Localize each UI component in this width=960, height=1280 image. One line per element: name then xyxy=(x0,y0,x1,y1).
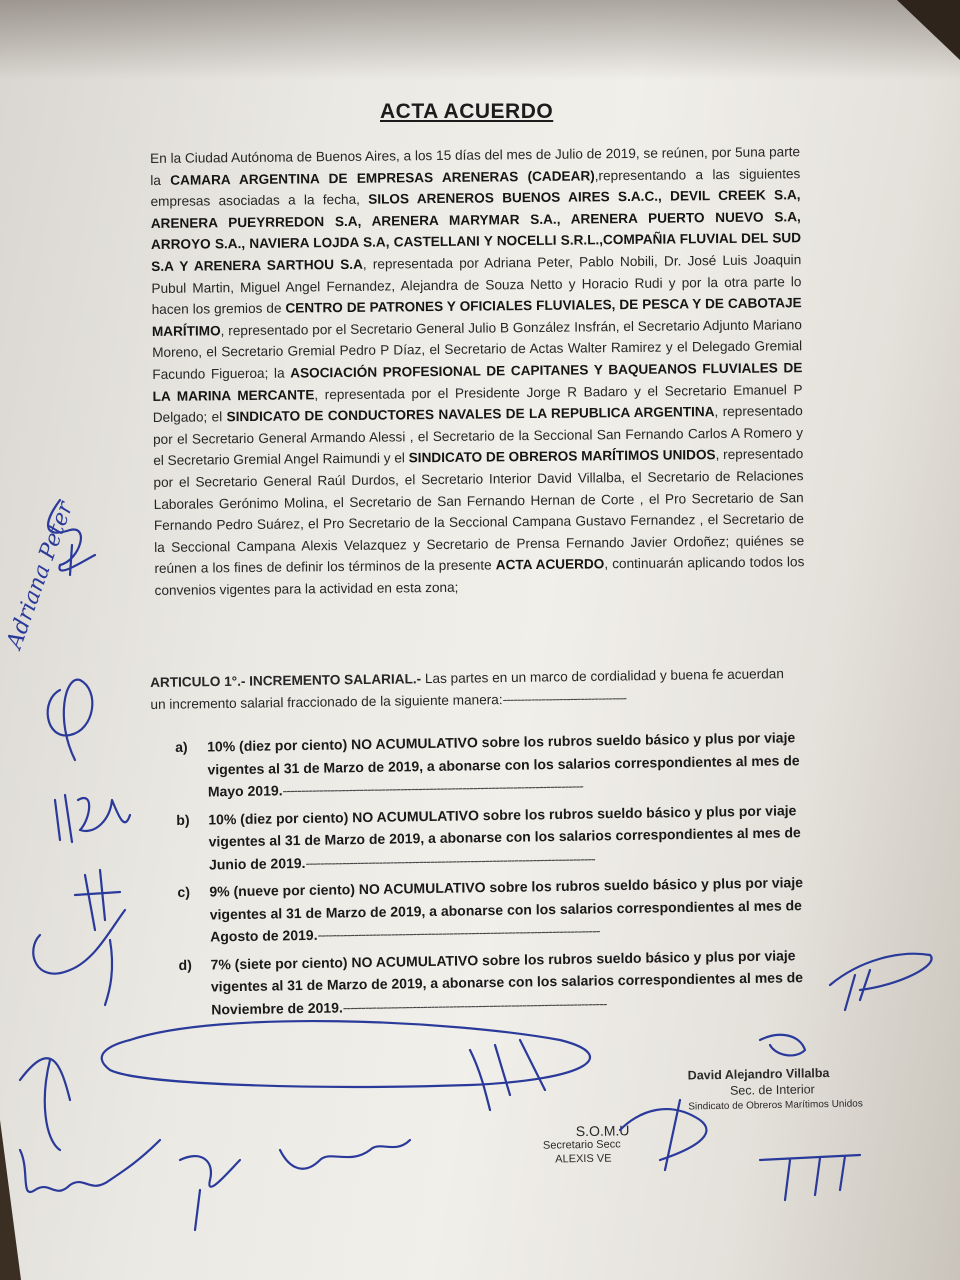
signature xyxy=(20,1058,70,1150)
item-text: 7% (siete por ciento) NO ACUMULATIVO sobre los rubros sueldo básico y plus por viaje vigentes al 31 de Marzo de 2019, a abonarse con los salarios correspondientes al mes de Noviembre de 2019. xyxy=(210,946,804,1017)
article-text: Las partes en un marco de cordialidad y buena fe acuerdan un incremento salarial fraccionado de la siguiente manera: xyxy=(150,666,784,712)
villalba-stamp xyxy=(688,1064,863,1115)
signature xyxy=(20,1140,160,1192)
union-name: SINDICATO DE CONDUCTORES NAVALES DE LA REPUBLICA ARGENTINA xyxy=(226,404,715,425)
intro-paragraph xyxy=(150,141,805,601)
signature xyxy=(470,1040,545,1110)
signature xyxy=(70,545,72,575)
intro-text: , continuarán aplicando todos los convenios vigentes para la actividad en esta zona; xyxy=(154,554,805,598)
dash-fill: ----------------------------------------------------------------------------- xyxy=(317,922,600,943)
signature xyxy=(48,680,93,760)
party-name: CAMARA ARGENTINA DE EMPRESAS ARENERAS (CADEAR) xyxy=(170,167,595,188)
intro-text: , representada por Adriana Peter, Pablo Nobili, Dr. José Luis Joaquin Pubul Martin, Miguel Angel Fernandez, Alejandra de Souza Netto y Horacio Rudi y por la otra parte lo hacen los gremios de xyxy=(151,252,802,318)
signature-text: Adriana Peter xyxy=(2,498,79,653)
signature xyxy=(180,1156,240,1230)
intro-text: , representado por el Secretario General Raúl Durdos, el Secretario Interior David Villalba, el Secretario de Relaciones Laborales Gerónimo Molina, el Secretario de San Fernando Hernan de Corte , el Pro Secretario de San Fernando Pedro Suárez, el Pro Secretario de la Seccional Campana Gustavo Fernandez , el Secretario de la Seccional Campana Alexis Velazquez y Secretario de Prensa Fernando Javier Ordoñez; quiénes se reúnen a los fines de definir los términos de la presente xyxy=(153,446,805,577)
union-name: CENTRO DE PATRONES Y OFICIALES FLUVIALES, DE PESCA Y DE CABOTAJE MARÍTIMO xyxy=(151,295,802,339)
background-corner xyxy=(0,1120,60,1280)
signature xyxy=(280,1140,410,1169)
dash-fill: ------------------------------------------------------------------------ xyxy=(342,994,607,1015)
list-item xyxy=(177,871,818,949)
item-letter: b) xyxy=(176,811,190,828)
union-name: ASOCIACIÓN PROFESIONAL DE CAPITANES Y BAQUEANOS FLUVIALES DE LA MARINA MERCANTE xyxy=(152,360,803,404)
signature xyxy=(830,954,932,1010)
stamp-org: Sindicato de Obreros Marítimos Unidos xyxy=(688,1098,863,1113)
signature xyxy=(760,1035,805,1056)
union-name: SINDICATO DE OBREROS MARÍTIMOS UNIDOS xyxy=(408,447,716,466)
signature xyxy=(33,910,125,1005)
somu-stamp xyxy=(543,1123,630,1167)
signature xyxy=(48,500,95,570)
signature xyxy=(102,1021,590,1087)
increment-list xyxy=(175,726,819,1026)
item-letter: d) xyxy=(178,956,192,973)
list-item xyxy=(176,798,817,876)
dash-fill: ----------------------------------- xyxy=(502,689,627,707)
stamp-name: ALEXIS VE xyxy=(555,1152,612,1166)
signature xyxy=(75,870,120,930)
acta-reference: ACTA ACUERDO xyxy=(495,556,605,573)
item-text: 10% (diez por ciento) NO ACUMULATIVO sobre los rubros sueldo básico y plus por viaje vigentes al 31 de Marzo de 2019, a abonarse con los salarios correspondientes al mes de Mayo 2019. xyxy=(207,729,800,800)
article-heading: ARTICULO 1°.- INCREMENTO SALARIAL.- xyxy=(150,671,422,690)
intro-text: , representado por el Secretario General Julio B González Insfrán, el Secretario Adjunto Mariano Moreno, el Secretario Gremial Pedro P Díaz, el Secretario de Actas Walter Ramirez y el Delegado Gremial Facundo Figueroa; la xyxy=(152,316,803,382)
item-text: 9% (nueve por ciento) NO ACUMULATIVO sobre los rubros sueldo básico y plus por viaje vigentes al 31 de Marzo de 2019, a abonarse con los salarios correspondientes al mes de Agosto de 2019. xyxy=(209,874,804,945)
item-text: 10% (diez por ciento) NO ACUMULATIVO sobre los rubros sueldo básico y plus por viaje vigentes al 31 de Marzo de 2019, a abonarse con los salarios correspondientes al mes de Junio de 2019. xyxy=(208,801,801,872)
article-paragraph xyxy=(150,663,801,715)
dash-fill: ------------------------------------------------------------------------------- xyxy=(305,849,595,871)
stamp-name: David Alejandro Villalba xyxy=(687,1066,830,1083)
intro-text: , representada por el Presidente Jorge R Badaro y el Secretario Emanuel P Delgado; el xyxy=(152,381,803,426)
stamp-role: Secretario Secc xyxy=(542,1138,621,1152)
signature xyxy=(55,795,130,842)
intro-text: , representado por el Secretario General Armando Alessi , el Secretario de la Seccional San Fernando Carlos A Romero y el Secretario Gremial Angel Raimundi y el xyxy=(152,403,804,469)
list-item xyxy=(175,726,816,804)
item-letter: a) xyxy=(175,738,188,755)
dash-fill: ---------------------------------------------------------------------------------- xyxy=(282,777,583,799)
page-shadow xyxy=(0,0,960,80)
document-title: ACTA ACUERDO xyxy=(380,100,554,123)
signature xyxy=(760,1155,860,1200)
item-letter: c) xyxy=(177,883,191,900)
company-list: SILOS ARENEROS BUENOS AIRES S.A.C., DEVIL CREEK S.A, ARENERA PUEYRREDON S.A, ARENERA MARYMAR S.A., ARENERA PUERTO NUEVO S.A, ARROYO S.A., NAVIERA LOJDA S.A, CASTELLANI Y NOCELLI S.R.L.,COMPAÑIA FLUVIAL DEL SUD S.A Y ARENERA SARTHOU S.A xyxy=(150,187,802,274)
stamp-org: S.O.M.U xyxy=(575,1122,630,1140)
stamp-role: Sec. de Interior xyxy=(729,1082,815,1098)
list-item xyxy=(178,943,819,1021)
intro-text: ,representando a las siguientes empresas asociadas a la fecha, xyxy=(150,165,801,210)
intro-text: En la Ciudad Autónoma de Buenos Aires, a los 15 días del mes de Julio de 2019, se reúnen, por 5una parte la xyxy=(150,144,801,188)
